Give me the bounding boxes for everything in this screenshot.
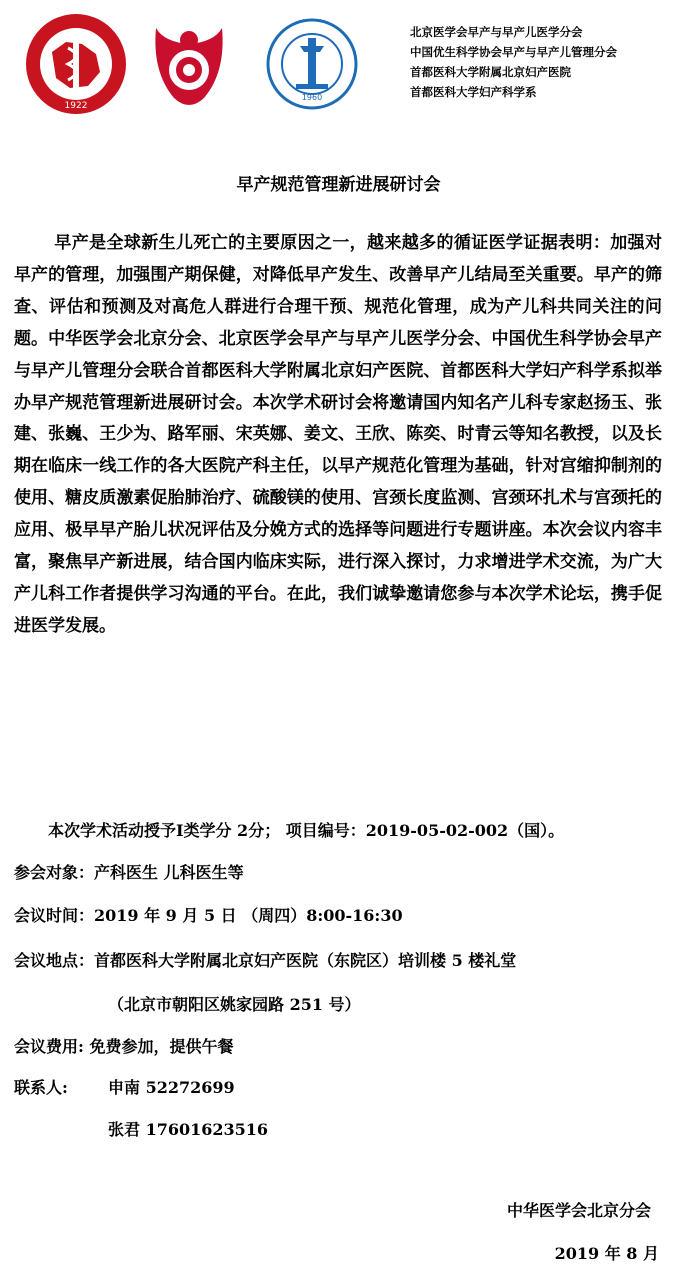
contact-item: 申南 52272699 [108, 1078, 235, 1097]
venue-line: 会议地点：首都医科大学附属北京妇产医院（东院区）培训楼 5 楼礼堂 [14, 951, 517, 970]
maternity-hospital-logo [144, 12, 234, 116]
logo-year: 1960 [301, 93, 323, 102]
signature-date: 2019 年 8 月 [554, 1244, 659, 1263]
contact-item: 张君 17601623516 [108, 1120, 269, 1139]
document-title: 早产规范管理新进展研讨会 [236, 175, 441, 195]
organizer-item: 中国优生科学协会早产与早产儿管理分会 [410, 45, 617, 59]
signature-org: 中华医学会北京分会 [506, 1201, 651, 1220]
organizer-item: 首都医科大学附属北京妇产医院 [410, 65, 571, 79]
organizer-list [410, 22, 617, 102]
organizer-item: 北京医学会早产与早产儿医学分会 [410, 25, 583, 39]
capital-medical-university-logo [266, 12, 358, 116]
intro-text: 早产是全球新生儿死亡的主要原因之一，越来越多的循证医学证据表明：加强对早产的管理，加强围产期保健，对降低早产发生、改善早产儿结局至关重要。早产的筛查、评估和预测及对高危人群进行合理干预、规范化管理，成为产儿科共同关注的问题。中华医学会北京分会、北京医学会早产与早产儿医学分会、中国优生科学协会早产与早产儿管理分会联合首都医科大学附属北京妇产医院、首都医科大学妇产科学系拟举办早产规范管理新进展研讨会。本次学术研讨会将邀请国内知名产儿科专家赵扬玉、张建、张巍、王少为、路军丽、宋英娜、姜文、王欣、陈奕、时青云等知名教授，以及长期在临床一线工作的各大医院产科主任，以早产规范化管理为基础，针对宫缩抑制剂的使用、糖皮质激素促胎肺治疗、硫酸镁的使用、宫颈长度监测、宫颈环扎术与宫颈托的应用、极早早产胎儿状况评估及分娩方式的选择等问题进行专题讲座。本次会议内容丰富，聚焦早产新进展，结合国内临床实际，进行深入探讨，力求增进学术交流，为广大产儿科工作者提供学习沟通的平台。在此，我们诚挚邀请您参与本次学术论坛，携手促进医学发展。 [14, 233, 662, 636]
time-line: 会议时间：2019 年 9 月 5 日 （周四）8:00-16:30 [14, 906, 403, 925]
intro-paragraph [14, 228, 662, 643]
audience-line: 参会对象：产科医生 儿科医生等 [14, 863, 244, 882]
address-line: （北京市朝阳区姚家园路 251 号） [108, 995, 361, 1014]
organizer-item: 首都医科大学妇产科学系 [410, 85, 537, 99]
fee-line: 会议费用: 免费参加，提供午餐 [14, 1037, 234, 1056]
beijing-medical-association-logo [22, 12, 130, 116]
contact-label: 联系人: [14, 1078, 68, 1097]
logo-year: 1922 [64, 101, 88, 111]
credit-line: 本次学术活动授予Ⅰ类学分 2分； 项目编号：2019-05-02-002（国）。 [48, 821, 565, 840]
logo-row [22, 8, 382, 118]
